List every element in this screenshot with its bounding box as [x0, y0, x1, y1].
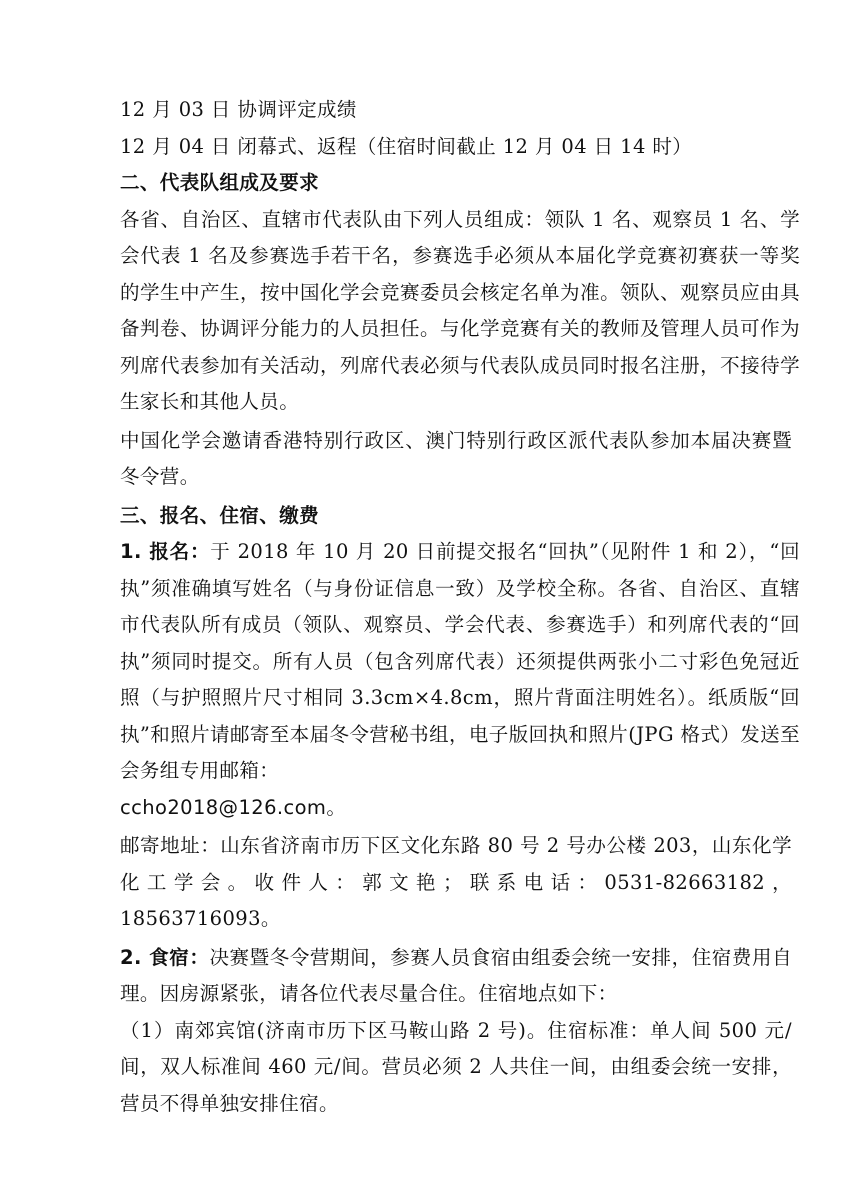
mailing-address-paragraph	[120, 828, 792, 938]
hotel-nanjiao-text: （1）南郊宾馆(济南市历下区马鞍山路 2 号)。住宿标准：单人间 500 元/间，双人标准间 460 元/间。营员必须 2 人共住一间，由组委会统一安排，营员不得单独安排住宿。	[120, 1018, 792, 1115]
registration-paragraph	[120, 534, 800, 790]
section-heading-registration: 三、报名、住宿、缴费	[120, 503, 320, 527]
team-composition-paragraph	[120, 202, 800, 421]
invitation-text: 中国化学会邀请香港特别行政区、澳门特别行政区派代表队参加本届决赛暨冬令营。	[120, 428, 792, 488]
registration-email[interactable]: ccho2018@126.com。	[120, 795, 347, 819]
section-heading-team: 二、代表队组成及要求	[120, 171, 320, 194]
mailing-address-text: 邮寄地址：山东省济南市历下区文化东路 80 号 2 号办公楼 203，山东化学化工学会。收件人：郭文艳；联系电话：0531-82663182，18563716093。	[120, 834, 792, 930]
document-body	[120, 92, 800, 1122]
team-composition-text: 各省、自治区、直辖市代表队由下列人员组成：领队 1 名、观察员 1 名、学会代表 1 名及参赛选手若干名，参赛选手必须从本届化学竞赛初赛获一等奖的学生中产生，按中国化学会竞赛委员会核定名单为准。领队、观察员应由具备判卷、协调评分能力的人员担任。与化学竞赛有关的教师及管理人员可作为列席代表参加有关活动，列席代表必须与代表队成员同时报名注册，不接待学生家长和其他人员。	[120, 207, 800, 413]
registration-text: 于 2018 年 10 月 20 日前提交报名“回执”（见附件 1 和 2），“回执”须准确填写姓名（与身份证信息一致）及学校全称。各省、自治区、直辖市代表队所有成员（领队、观察员、学会代表、参赛选手）和列席代表的“回执”须同时提交。所有人员（包含列席代表）还须提供两张小二寸彩色免冠近照（与护照照片尺寸相同 3.3cm×4.8cm，照片背面注明姓名）。纸质版“回执”和照片请邮寄至本届冬令营秘书组，电子版回执和照片(JPG 格式）发送至会务组专用邮箱：	[120, 540, 800, 782]
registration-label: 1. 报名：	[120, 540, 211, 563]
lodging-text: 决赛暨冬令营期间，参赛人员食宿由组委会统一安排，住宿费用自理。因房源紧张，请各位代表尽量合住。住宿地点如下：	[120, 945, 792, 1005]
invitation-paragraph	[120, 423, 792, 496]
schedule-dec03: 12 月 03 日 协调评定成绩	[120, 98, 357, 121]
registration-email-line	[120, 790, 792, 827]
schedule-dec04: 12 月 04 日 闭幕式、返程（住宿时间截止 12 月 04 日 14 时）	[120, 134, 693, 158]
lodging-label: 2. 食宿：	[120, 945, 210, 969]
lodging-paragraph	[120, 940, 792, 1013]
hotel-nanjiao-paragraph	[120, 1013, 792, 1123]
